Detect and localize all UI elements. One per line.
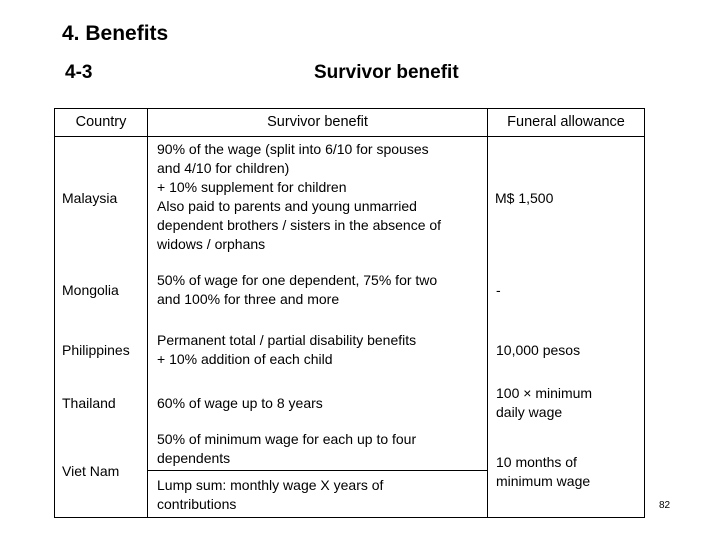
slide-title: 4. Benefits [62, 22, 169, 45]
benefit-vietnam-lump-sum: Lump sum: monthly wage X years of contributions [157, 477, 384, 512]
page-number: 82 [659, 500, 671, 511]
table-right-border [644, 108, 645, 518]
column-divider-1 [147, 108, 148, 518]
funeral-vietnam: 10 months of minimum wage [496, 454, 591, 489]
benefit-malaysia: 90% of the wage (split into 6/10 for spouses and 4/10 for children) + 10% supplement for children Also paid to parents and young unmarried dependent brothers / sisters in the absence of widows / orphans [157, 141, 442, 252]
benefit-thailand: 60% of wage up to 8 years [157, 395, 323, 411]
header-country: Country [75, 114, 127, 130]
funeral-malaysia: M$ 1,500 [495, 190, 554, 206]
benefit-philippines: Permanent total / partial disability benefits + 10% addition of each child [157, 332, 417, 367]
slide-subtitle: Survivor benefit [314, 62, 459, 83]
country-mongolia: Mongolia [62, 282, 119, 298]
country-thailand: Thailand [62, 395, 116, 411]
benefit-mongolia: 50% of wage for one dependent, 75% for two and 100% for three and more [157, 272, 438, 307]
country-vietnam: Viet Nam [62, 463, 120, 479]
benefit-vietnam: 50% of minimum wage for each up to four dependents [157, 431, 417, 466]
table-bottom-border [54, 517, 645, 518]
funeral-thailand: 100 × minimum daily wage [496, 385, 593, 420]
country-philippines: Philippines [62, 342, 130, 358]
column-divider-2 [487, 108, 488, 518]
funeral-mongolia: - [496, 282, 501, 298]
vietnam-benefit-divider [147, 470, 487, 471]
header-bottom-border [54, 136, 645, 137]
section-number: 4-3 [65, 62, 93, 83]
table-left-border [54, 108, 55, 518]
header-survivor-benefit: Survivor benefit [267, 114, 368, 130]
country-malaysia: Malaysia [62, 190, 118, 206]
header-funeral-allowance: Funeral allowance [507, 114, 625, 130]
table-top-border [54, 108, 645, 109]
funeral-philippines: 10,000 pesos [496, 342, 581, 358]
